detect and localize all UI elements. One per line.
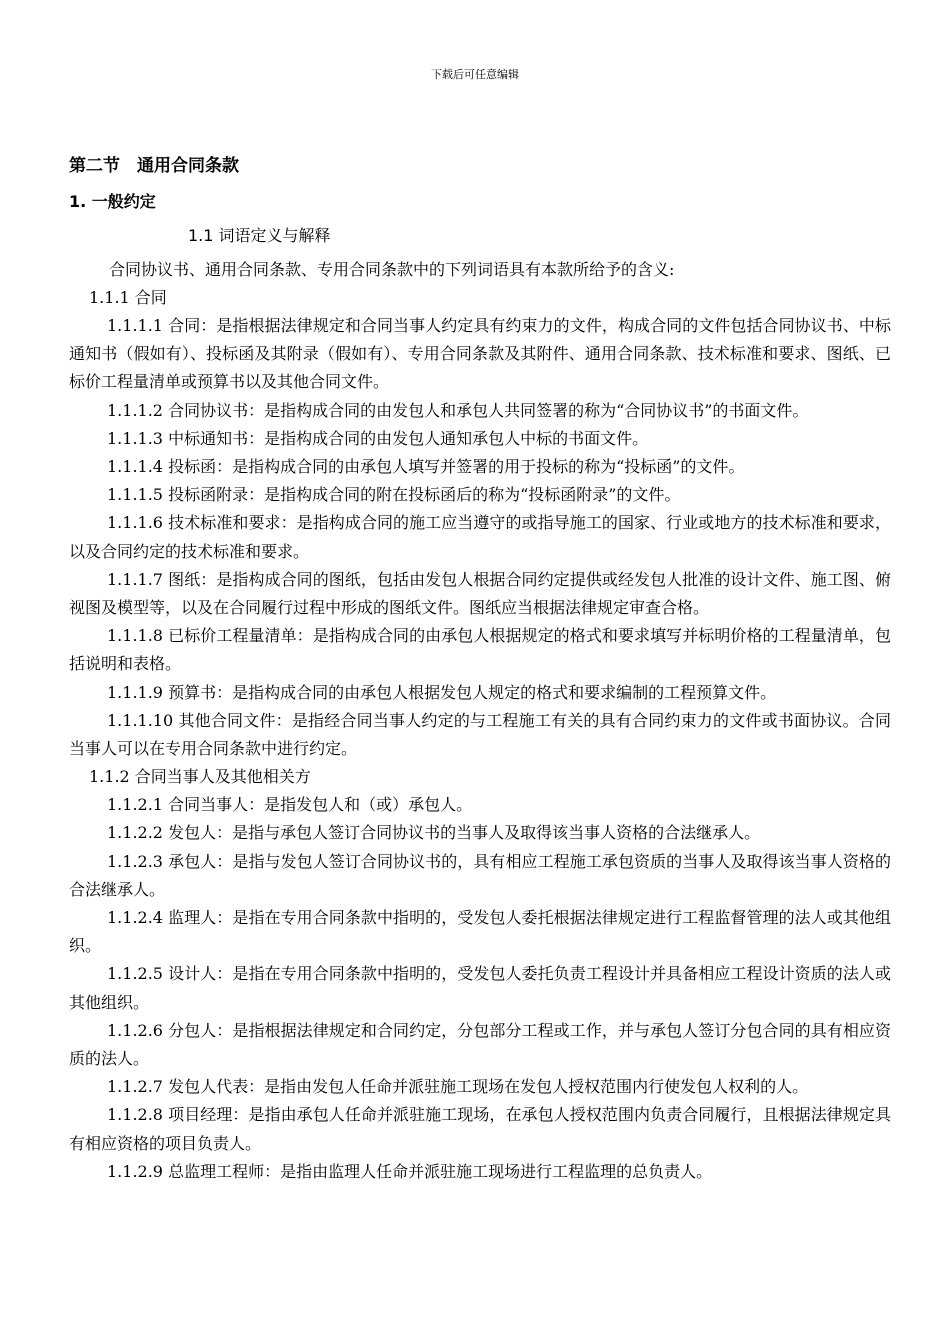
- clause-paragraph: 1.1.1.4 投标函：是指构成合同的由承包人填写并签署的用于投标的称为“投标函”的文件。: [107, 457, 745, 477]
- subheading-parties: 1.1.2 合同当事人及其他相关方: [89, 767, 311, 787]
- clause-paragraph: 1.1.1.9 预算书：是指构成合同的由承包人根据发包人规定的格式和要求编制的工程预算文件。: [107, 682, 777, 702]
- clause-paragraph: 1.1.2.3 承包人：是指与发包人签订合同协议书的，具有相应工程施工承包资质的当事人及取得该当事人资格的合法继承人。: [69, 851, 891, 899]
- clause-paragraph: 1.1.2.1 合同当事人：是指发包人和（或）承包人。: [107, 795, 473, 815]
- page-header-note: 下载后可任意编辑: [431, 68, 519, 81]
- clause-paragraph: 1.1.2.6 分包人：是指根据法律规定和合同约定，分包部分工程或工作，并与承包人签订分包合同的具有相应资质的法人。: [69, 1020, 891, 1069]
- clause-paragraph: 1.1.2.2 发包人：是指与承包人签订合同协议书的当事人及取得该当事人资格的合法继承人。: [107, 823, 761, 843]
- clause-paragraph: 1.1.1.5 投标函附录：是指构成合同的附在投标函后的称为“投标函附录”的文件。: [107, 485, 681, 505]
- clause-paragraph: 1.1.1.8 已标价工程量清单：是指构成合同的由承包人根据规定的格式和要求填写并标明价格的工程量清单，包括说明和表格。: [69, 626, 891, 674]
- clause-paragraph: 1.1.1.7 图纸：是指构成合同的图纸，包括由发包人根据合同约定提供或经发包人批准的设计文件、施工图、俯视图及模型等，以及在合同履行过程中形成的图纸文件。图纸应当根据法律规定审查合格。: [69, 569, 891, 618]
- heading-general-provisions: 1. 一般约定: [69, 192, 156, 211]
- clause-paragraph: 1.1.2.7 发包人代表：是指由发包人任命并派驻施工现场在发包人授权范围内行使发包人权利的人。: [107, 1077, 809, 1097]
- subheading-contract: 1.1.1 合同: [89, 288, 167, 307]
- document-body: [69, 152, 891, 1186]
- clause-paragraph: 1.1.1.6 技术标准和要求：是指构成合同的施工应当遵守的或指导施工的国家、行业或地方的技术标准和要求，以及合同约定的技术标准和要求。: [69, 513, 891, 561]
- clause-paragraph: 1.1.1.2 合同协议书：是指构成合同的由发包人和承包人共同签署的称为“合同协议书”的书面文件。: [107, 400, 809, 420]
- clause-paragraph: 1.1.2.8 项目经理：是指由承包人任命并派驻施工现场，在承包人授权范围内负责合同履行，且根据法律规定具有相应资格的项目负责人。: [69, 1105, 891, 1153]
- clause-paragraph: 1.1.1.3 中标通知书：是指构成合同的由发包人通知承包人中标的书面文件。: [107, 428, 649, 448]
- clause-paragraph: 1.1.1.1 合同：是指根据法律规定和合同当事人约定具有约束力的文件，构成合同的文件包括合同协议书、中标通知书（假如有）、投标函及其附录（假如有）、专用合同条款及其附件、通用合同条款、技术标准和要求、图纸、已标价工程量清单或预算书以及其他合同文件。: [69, 316, 891, 392]
- clause-paragraph: 1.1.2.4 监理人：是指在专用合同条款中指明的，受发包人委托根据法律规定进行工程监督管理的法人或其他组织。: [69, 908, 891, 956]
- clause-paragraph: 1.1.2.5 设计人：是指在专用合同条款中指明的，受发包人委托负责工程设计并具备相应工程设计资质的法人或其他组织。: [69, 964, 891, 1012]
- clause-paragraph: 1.1.2.9 总监理工程师：是指由监理人任命并派驻施工现场进行工程监理的总负责人。: [107, 1161, 713, 1181]
- heading-definitions: 1.1 词语定义与解释: [188, 226, 331, 245]
- section-title: 第二节 通用合同条款: [69, 156, 239, 176]
- clause-paragraph: 1.1.1.10 其他合同文件：是指经合同当事人约定的与工程施工有关的具有合同约束力的文件或书面协议。合同当事人可以在专用合同条款中进行约定。: [69, 710, 891, 759]
- intro-paragraph: 合同协议书、通用合同条款、专用合同条款中的下列词语具有本款所给予的含义:: [109, 260, 675, 279]
